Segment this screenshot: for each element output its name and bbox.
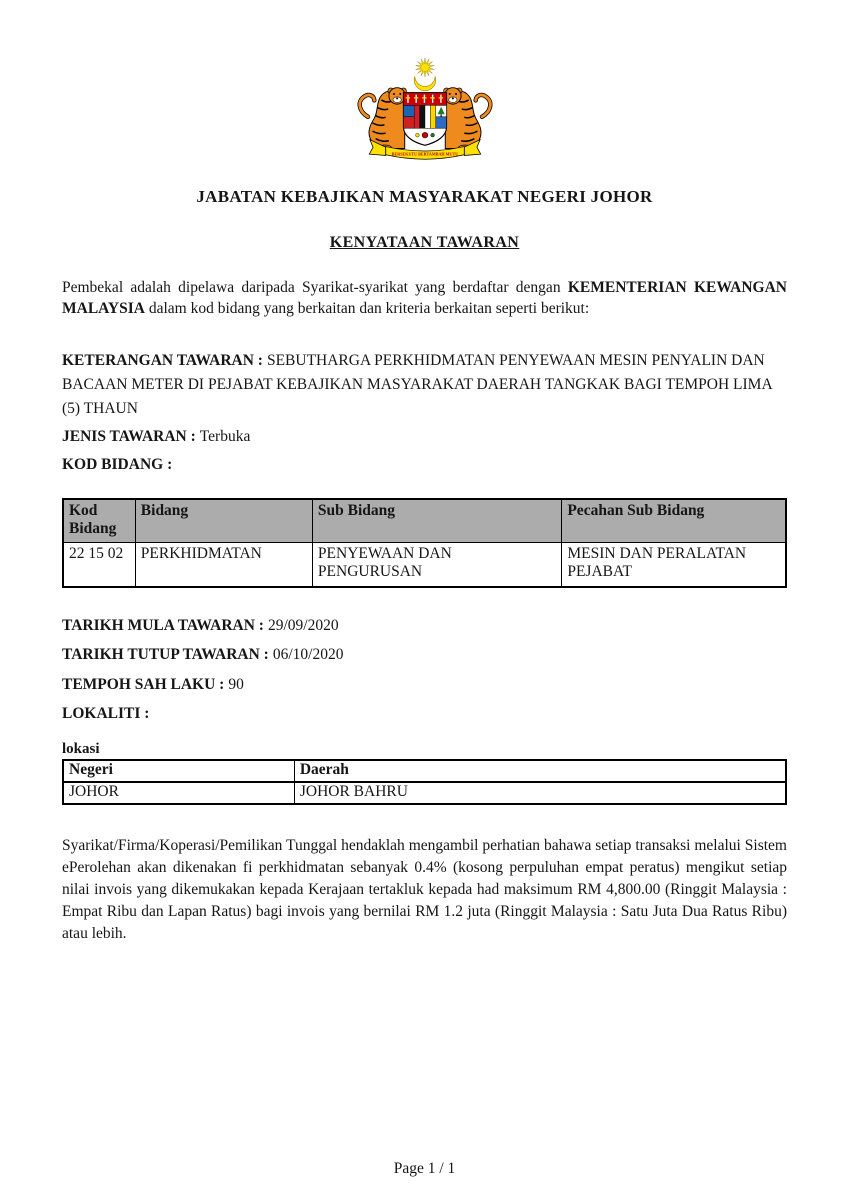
shield-icon bbox=[403, 93, 446, 146]
tempoh-value: 90 bbox=[228, 675, 244, 693]
tarikh-tutup-label: TARIKH TUTUP TAWARAN : bbox=[62, 646, 269, 664]
header-kod-bidang: Kod Bidang bbox=[63, 499, 135, 543]
crescent-icon bbox=[414, 76, 436, 90]
kod-bidang-label: KOD BIDANG : bbox=[62, 455, 173, 473]
tender-details bbox=[62, 349, 787, 477]
emblem-container bbox=[62, 0, 787, 175]
doc-title: KENYATAAN TAWARAN bbox=[329, 234, 520, 251]
tarikh-tutup-value: 06/10/2020 bbox=[272, 646, 344, 664]
table-row bbox=[63, 543, 786, 587]
federal-star-icon bbox=[415, 58, 433, 77]
cell-negeri: JOHOR bbox=[63, 782, 294, 804]
lokasi-caption: lokasi bbox=[62, 741, 100, 758]
cell-pecahan: MESIN DAN PERALATAN PEJABAT bbox=[562, 543, 786, 587]
table-row bbox=[63, 782, 786, 804]
table-header-row bbox=[63, 760, 786, 782]
lokaliti-label: LOKALITI : bbox=[62, 705, 150, 723]
tempoh-label: TEMPOH SAH LAKU : bbox=[62, 675, 225, 693]
tiger-left-icon bbox=[359, 88, 406, 151]
org-title: JABATAN KEBAJIKAN MASYARAKAT NEGERI JOHOR bbox=[196, 187, 653, 206]
keterangan-line bbox=[62, 349, 787, 421]
motto-text: BERSEKUTU BERTAMBAH MUTU bbox=[391, 151, 458, 157]
intro-paragraph bbox=[62, 277, 787, 320]
header-bidang: Bidang bbox=[135, 499, 312, 543]
tarikh-mula-line bbox=[62, 614, 787, 638]
header-daerah: Daerah bbox=[294, 760, 786, 782]
kod-bidang-table-body bbox=[63, 543, 786, 587]
lokasi-table bbox=[62, 759, 787, 805]
kod-bidang-table-head bbox=[63, 499, 786, 543]
keterangan-label: KETERANGAN TAWARAN : bbox=[62, 351, 263, 369]
intro-text-after: dalam kod bidang yang berkaitan dan kriteria berkaitan seperti berikut: bbox=[144, 300, 590, 318]
keterangan-value: SEBUTHARGA PERKHIDMATAN PENYEWAAN MESIN PENYALIN DAN BACAAN METER DI PEJABAT KEBAJIKAN MASYARAKAT DAERAH TANGKAK BAGI TEMPOH LIMA (5) THAUN bbox=[62, 351, 772, 417]
kod-bidang-table bbox=[62, 498, 787, 588]
cell-sub-bidang: PENYEWAAN DAN PENGURUSAN bbox=[312, 543, 561, 587]
cell-kod: 22 15 02 bbox=[63, 543, 135, 587]
header-pecahan-sub-bidang: Pecahan Sub Bidang bbox=[562, 499, 786, 543]
lokasi-table-head bbox=[63, 760, 786, 782]
tarikh-mula-label: TARIKH MULA TAWARAN : bbox=[62, 616, 264, 634]
table-header-row bbox=[63, 499, 786, 543]
tarikh-mula-value: 29/09/2020 bbox=[267, 616, 339, 634]
intro-text-before: Pembekal adalah dipelawa daripada Syarikat-syarikat yang berdaftar dengan bbox=[62, 279, 568, 296]
lokaliti-line bbox=[62, 702, 787, 726]
page-number: Page 1 / 1 bbox=[393, 1160, 456, 1177]
lokasi-table-body bbox=[63, 782, 786, 804]
kod-bidang-line bbox=[62, 453, 787, 477]
intro-bold-ministry: KEMENTERIAN KEWANGAN MALAYSIA bbox=[62, 279, 787, 318]
eperolehan-notice-paragraph: Syarikat/Firma/Koperasi/Pemilikan Tunggal hendaklah mengambil perhatian bahawa setiap transaksi melalui Sistem ePerolehan akan dikenakan fi perkhidmatan sebanyak 0.4% (kosong perpuluhan empat peratus) mengikut setiap nilai invois yang dikemukakan kepada Kerajaan tertakluk kepada had maksimum RM 4,800.00 (Ringgit Malaysia : Empat Ribu dan Lapan Ratus) bagi invois yang bernilai RM 1.2 juta (Ringgit Malaysia : Satu Juta Dua Ratus Ribu) atau lebih. bbox=[62, 837, 787, 943]
header-negeri: Negeri bbox=[63, 760, 294, 782]
tempoh-line bbox=[62, 673, 787, 697]
cell-daerah: JOHOR BAHRU bbox=[294, 782, 786, 804]
tarikh-tutup-line bbox=[62, 643, 787, 667]
jenis-label: JENIS TAWARAN : bbox=[62, 427, 196, 445]
jenis-line bbox=[62, 425, 787, 449]
tiger-right-icon bbox=[443, 88, 490, 151]
header-sub-bidang: Sub Bidang bbox=[312, 499, 561, 543]
jenis-value: Terbuka bbox=[199, 427, 251, 445]
malaysia-coat-of-arms-icon bbox=[349, 56, 501, 170]
dates-block bbox=[62, 614, 787, 727]
cell-bidang: PERKHIDMATAN bbox=[135, 543, 312, 587]
